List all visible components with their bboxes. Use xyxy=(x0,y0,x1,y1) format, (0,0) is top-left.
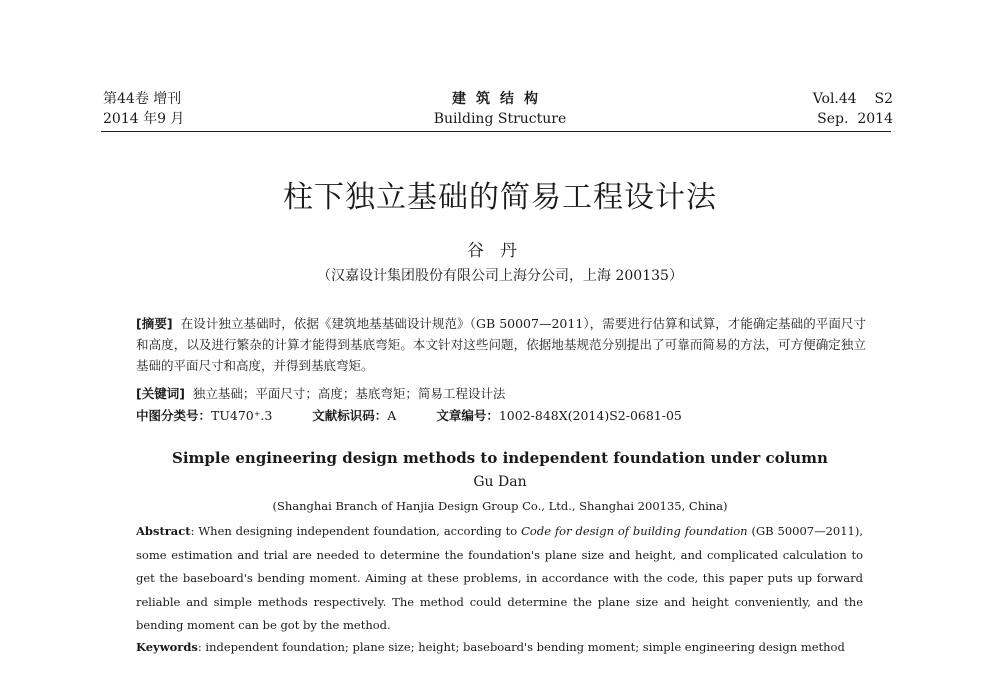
author-en: Gu Dan xyxy=(473,474,527,490)
doc-code-label: 文献标识码： xyxy=(312,408,388,423)
article-number-label: 文章编号： xyxy=(436,408,499,423)
abstract-en-part1: : When designing independent foundation, according to xyxy=(190,524,522,538)
keywords-cn-text: 独立基础；平面尺寸；高度；基底弯矩；简易工程设计法 xyxy=(192,386,506,401)
journal-name-en: Building Structure xyxy=(433,111,567,127)
keywords-en-text: : independent foundation; plane size; height; baseboard's bending moment; simple engineering design method xyxy=(197,640,845,654)
article-number-value: 1002-848X(2014)S2-0681-05 xyxy=(498,408,682,423)
abstract-en-label: Abstract xyxy=(136,524,191,538)
keywords-en-label: Keywords xyxy=(136,640,198,654)
journal-name xyxy=(380,89,620,129)
volume-issue-cn: 第44卷 增刊 xyxy=(103,91,182,107)
keywords-en xyxy=(136,640,876,654)
header-rule xyxy=(101,131,891,132)
abstract-en xyxy=(136,520,863,638)
affiliation-cn: （汉嘉设计集团股份有限公司上海分公司，上海 200135） xyxy=(317,268,683,284)
journal-volume-en xyxy=(813,89,893,129)
doc-code-value: A xyxy=(387,408,397,423)
keywords-cn xyxy=(136,384,505,402)
classification-line xyxy=(136,406,682,424)
abstract-en-part2: (GB 50007—2011), some estimation and trial are needed to determine the foundation's plane size and height, and complicated calculation to get the baseboard's bending moment. Aiming at these problems, in accordance with the code, this paper puts up forward reliable and simple methods respectively. The method could determine the plane size and height conveniently, and the bending moment can be got by the method. xyxy=(136,524,863,632)
paper-title-en: Simple engineering design methods to independent foundation under column xyxy=(172,449,828,467)
date-cn: 2014 年9 月 xyxy=(103,111,185,127)
date-en: Sep. 2014 xyxy=(817,111,893,127)
affiliation-en: (Shanghai Branch of Hanjia Design Group Co., Ltd., Shanghai 200135, China) xyxy=(272,499,728,513)
keywords-cn-label: [关键词] xyxy=(136,386,185,401)
paper-title-cn: 柱下独立基础的简易工程设计法 xyxy=(283,180,717,215)
clc-label: 中图分类号： xyxy=(136,408,212,423)
journal-name-cn: 建筑结构 xyxy=(452,91,548,107)
clc-value: TU470⁺.3 xyxy=(211,408,273,423)
abstract-cn-text: 在设计独立基础时，依据《建筑地基基础设计规范》（GB 50007—2011），需要进行估算和试算，才能确定基础的平面尺寸和高度，以及进行繁杂的计算才能得到基底弯矩。本文针对这些问题，依据地基规范分别提出了可靠而简易的方法，可方便确定独立基础的平面尺寸和高度，并得到基底弯矩。 xyxy=(136,316,866,373)
abstract-cn xyxy=(136,313,866,376)
abstract-cn-label: [摘要] xyxy=(136,316,173,331)
journal-volume-info xyxy=(103,89,184,129)
author-cn: 谷丹 xyxy=(467,241,533,261)
volume-issue-en: Vol.44 S2 xyxy=(812,91,893,107)
abstract-en-code-title: Code for design of building foundation xyxy=(521,524,748,538)
